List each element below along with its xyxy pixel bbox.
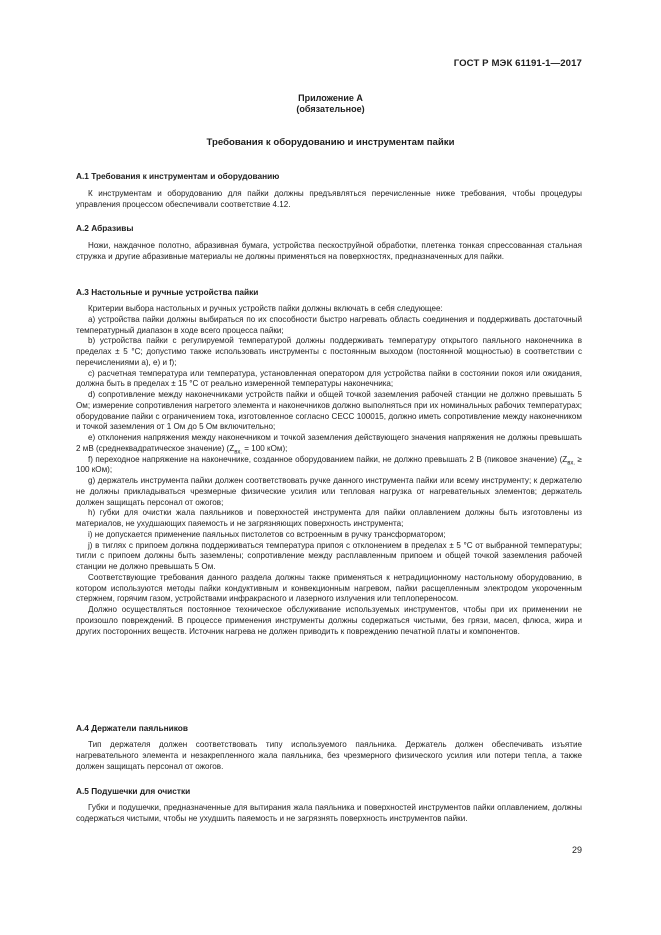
section-body-a3 xyxy=(76,304,582,637)
paragraph: Соответствующие требования данного раздела должны также применяться к нетрадиционному настольному оборудованию, в котором используются методы пайки кондуктивным и конвекционным нагревом, пайки расщепленным электродом укороченным стержнем, горячим газом, устройствами инфракрасного и лазерного излучения или теплопереносом. xyxy=(76,572,582,604)
list-item-b: b) устройства пайки с регулируемой температурой должны поддерживать температуру открытого паяльного наконечника в пределах ± 5 °С; допустимо также использовать инструменты с постоянным выходом (постоянной мощностью) в соответствии с перечислениями а), е) и f); xyxy=(76,336,582,367)
paragraph: Тип держателя должен соответствовать типу используемого паяльника. Держатель должен обеспечивать изъятие нагревательного элемента и незакрепленного жала паяльника, без чрезмерного физического усилия или потери тепла, а также должен защищать персонал от ожогов. xyxy=(76,740,582,771)
text-fragment: е) отклонения напряжения между наконечником и точкой заземления действующего значения напряжения не должны превышать 2 мВ (среднеквадратическое значение) (Z xyxy=(76,433,582,453)
section-heading-a3: А.3 Настольные и ручные устройства пайки xyxy=(76,287,259,297)
subscript: вх. xyxy=(234,449,243,456)
subscript: вх. xyxy=(567,460,576,467)
list-item-h: h) губки для очистки жала паяльников и поверхностей инструмента для пайки оплавлением должны быть изготовлены из материалов, не ухудшающих паяемость и не загрязняющих поверхность инструмента; xyxy=(76,508,582,528)
paragraph: Должно осуществляться постоянное техническое обслуживание используемых инструментов, чтобы при их применении не произошло повреждений. В процессе применения инструменты должны содержаться чистыми, без грязи, масел, флюса, жира и других посторонних веществ. Источник нагрева не должен приводить к повреждению печатной платы и компонентов. xyxy=(76,605,582,636)
section-heading-a4: А.4 Держатели паяльников xyxy=(76,723,188,733)
appendix-subtitle: (обязательное) xyxy=(296,104,365,114)
text-fragment: ≥ 100 кОм); xyxy=(76,454,582,475)
page-number: 29 xyxy=(571,845,582,855)
paragraph-intro: Критерии выбора настольных и ручных устройств пайки должны включать в себя следующее: xyxy=(88,304,443,313)
paragraph: К инструментам и оборудованию для пайки должны предъявляться перечисленные ниже требования, чтобы процедуры управления процессом обеспечивали соответствие 4.12. xyxy=(76,189,582,209)
section-body-a5 xyxy=(76,803,582,825)
section-body-a4 xyxy=(76,740,582,772)
list-item-e xyxy=(76,433,582,455)
list-item-i: i) не допускается применение паяльных пистолетов со встроенным в ручку трансформатором; xyxy=(88,529,446,539)
section-heading-a5: А.5 Подушечки для очистки xyxy=(76,786,191,796)
list-item-f xyxy=(76,455,582,477)
list-item-a: а) устройства пайки должны выбираться по их способности быстро нагревать область соединения и поддерживать достаточный температурный диапазон в ходе всего процесса пайки; xyxy=(76,314,582,335)
paragraph: Ножи, наждачное полотно, абразивная бумага, устройства пескоструйной обработки, плетенка тонкая спрессованная стальная стружка и другие абразивные материалы не должны применяться на поверхностях, предназначенных для пайки. xyxy=(76,241,582,261)
text-fragment: f) переходное напряжение на наконечнике, созданное оборудованием пайки, не должно превышать 2 В (пиковое значение) (Z xyxy=(88,454,568,464)
paragraph: Губки и подушечки, предназначенные для вытирания жала паяльника и поверхностей инструментов пайки оплавлением, должны содержаться чистыми, чтобы не ухудшить паяемость и не загрязнять поверхность инструментов пайки. xyxy=(76,803,582,823)
section-body-a2 xyxy=(76,241,582,263)
appendix-heading xyxy=(0,93,661,115)
section-heading-a2: А.2 Абразивы xyxy=(76,223,134,233)
section-body-a1 xyxy=(76,189,582,211)
list-item-c: c) расчетная температура или температура, установленная оператором для устройства пайки в состоянии покоя или ожидания, должна быть в пределах ± 15 °С от реально измеренной температуры наконечника; xyxy=(76,368,582,389)
appendix-title: Приложение А xyxy=(298,93,363,103)
list-item-g: g) держатель инструмента пайки должен соответствовать ручке данного инструмента пайки или всему инструменту; к держателю не должны прикладываться чрезмерные физические усилия или тепловая нагрузка от нагревательных элементов; держатель должен защищать персонал от ожогов; xyxy=(76,476,582,507)
list-item-d: d) сопротивление между наконечниками устройств пайки и общей точкой заземления рабочей станции не должно превышать 5 Ом; измерение сопротивления нагретого элемента и наконечников должно выполняться при их номинальных рабочих температурах; оборудование пайки с ограничением тока, изготовленное согласно СЕСС 100015, должно иметь сопротивление между наконечником и точкой заземления от 1 Ом до 5 Ом включительно; xyxy=(76,390,582,432)
main-title: Требования к оборудованию и инструментам пайки xyxy=(206,137,455,148)
document-code: ГОСТ Р МЭК 61191-1—2017 xyxy=(453,58,582,69)
section-heading-a1: А.1 Требования к инструментам и оборудованию xyxy=(76,171,280,181)
list-item-j: j) в тиглях с припоем должна поддерживаться температура припоя с отклонением в пределах ± 5 °С от выбранной температуры; тигли с припоем должны быть заземлены; сопротивление между расплавленным припоем и общей точкой заземления рабочей станции не должно превышать 5 Ом. xyxy=(76,540,582,571)
text-fragment: = 100 кОм); xyxy=(242,443,288,453)
